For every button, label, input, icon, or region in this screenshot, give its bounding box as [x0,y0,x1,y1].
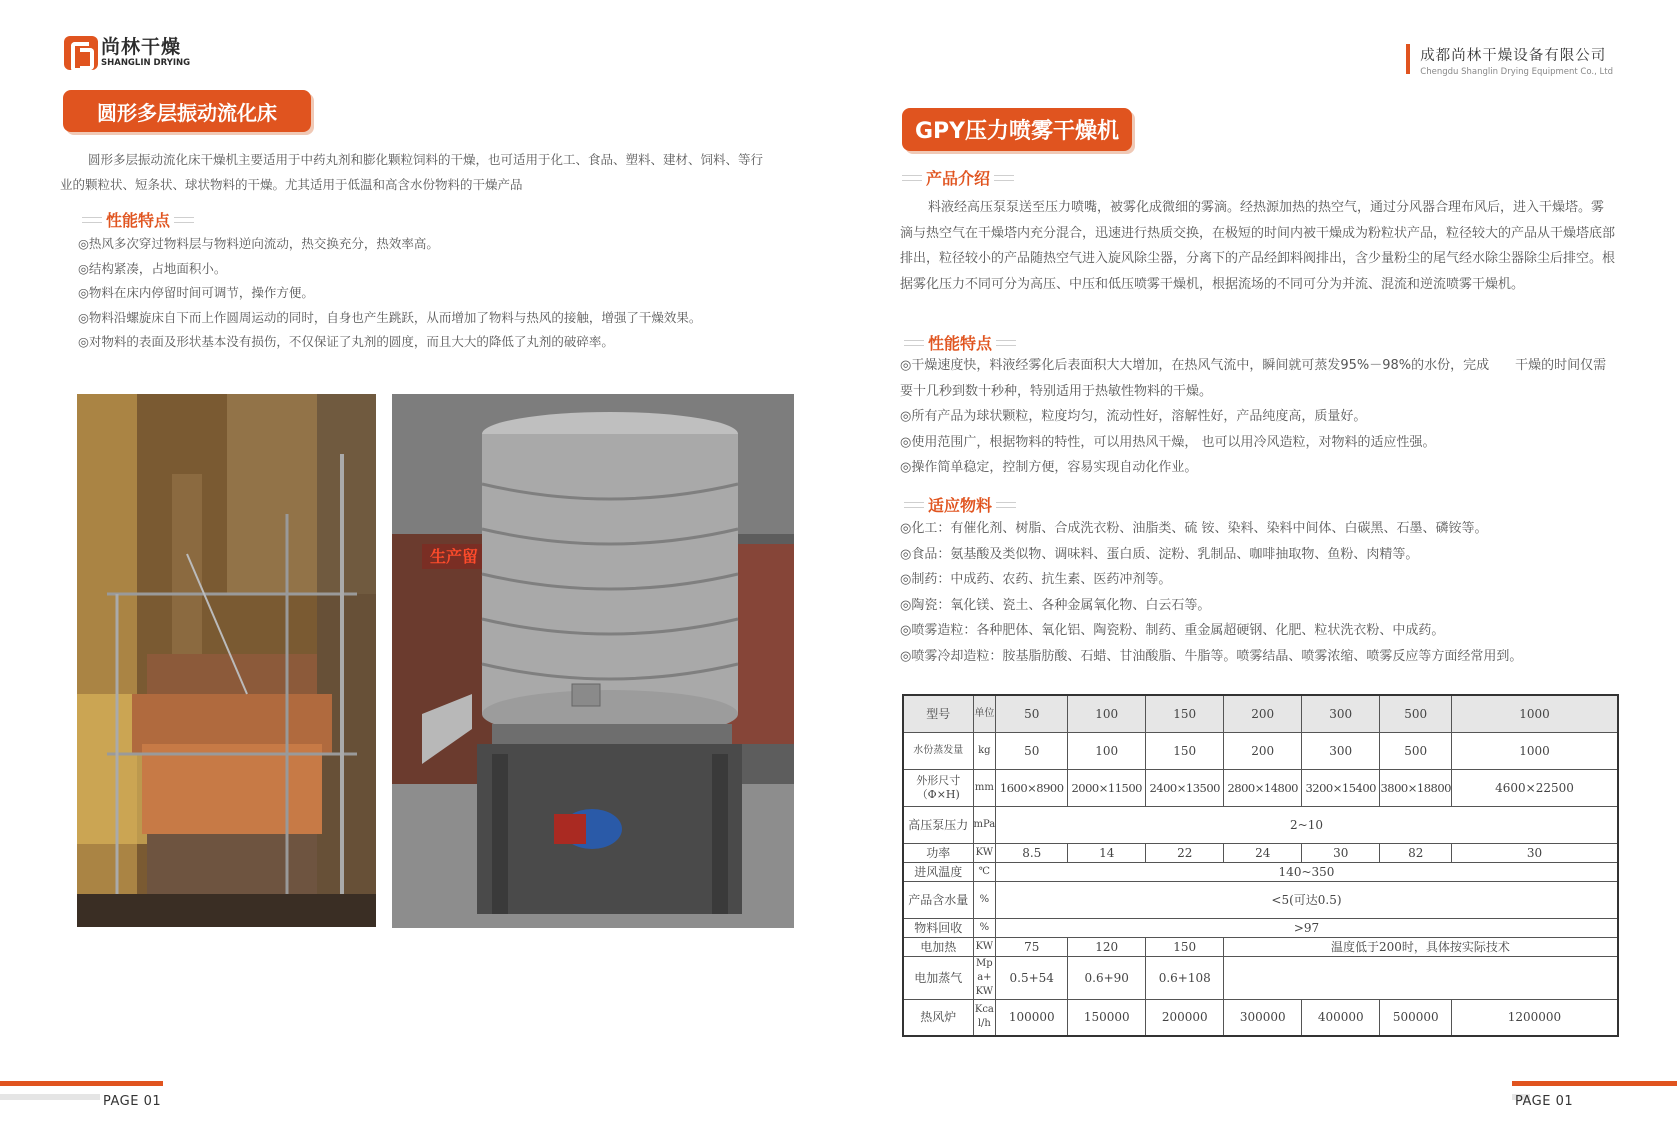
heading-dash-left [902,175,922,181]
right-materials-list [900,516,1612,669]
table-cell: 120 [1068,937,1146,956]
right-features-heading [904,331,1016,354]
table-cell: 物料回收 [903,918,973,937]
page-number-right: PAGE 01 [1515,1094,1574,1109]
right-materials-heading [904,493,1016,516]
left-section-title: 圆形多层振动流化床 [63,90,311,132]
right-intro-heading [902,166,1014,189]
page-number-left: PAGE 01 [103,1094,162,1109]
table-cell: 1600×8900 [996,769,1068,806]
table-cell: 300000 [1224,999,1302,1036]
table-cell [1224,956,1618,999]
table-row [903,769,1618,806]
table-cell: 50 [996,732,1068,769]
table-cell: 82 [1380,843,1452,862]
footer-accent-bar-left [0,1081,163,1086]
list-item: ◎热风多次穿过物料层与物料逆向流动，热交换充分，热效率高。 [78,236,439,251]
table-cell: 水份蒸发量 [903,732,973,769]
heading-dash-right [994,175,1014,181]
table-cell: 0.6+108 [1146,956,1224,999]
table-cell: mPa [973,806,996,843]
table-cell: 100000 [996,999,1068,1036]
table-cell: 产品含水量 [903,881,973,918]
table-cell: mm [973,769,996,806]
table-cell: 温度低于200时，具体按实际技术 [1224,937,1618,956]
logo-cn-text: 尚林干燥 [101,36,182,59]
table-cell: 14 [1068,843,1146,862]
list-item: ◎对物料的表面及形状基本没有损伤，不仅保证了丸剂的圆度，而且大大的降低了丸剂的破碎率。 [78,334,614,349]
heading-dash-left [904,502,924,508]
table-cell: 2000×11500 [1068,769,1146,806]
table-row [903,937,1618,956]
table-cell: 22 [1146,843,1224,862]
table-cell: 500000 [1380,999,1452,1036]
table-cell: 2~10 [996,806,1618,843]
spec-table [902,694,1619,1037]
table-cell: Mpa+KW [973,956,996,999]
table-cell: 150 [1146,732,1224,769]
list-item: ◎物料在床内停留时间可调节，操作方便。 [78,285,314,300]
fluidized-bed-photo [77,394,376,927]
table-cell: 500 [1380,695,1452,732]
list-item: ◎使用范围广，根据物料的特性，可以用热风干燥， 也可以用冷风造粒，对物料的适应性强。 [900,434,1436,450]
list-item: ◎喷雾造粒：各种肥体、氧化铝、陶瓷粉、制药、重金属超硬钢、化肥、粒状洗衣粉、中成药。 [900,623,1445,638]
list-item: ◎制药：中成药、农药、抗生素、医药冲剂等。 [900,572,1172,587]
table-cell: 300 [1302,695,1380,732]
list-item: ◎干燥速度快，料液经雾化后表面积大大增加，在热风气流中，瞬间就可蒸发95%－98%的水份，完成 干燥的时间仅需要十几秒到数十秒种，特别适用于热敏性物料的干燥。 [900,358,1607,399]
table-cell: 3800×18800 [1380,769,1452,806]
heading-dash-right [996,502,1016,508]
company-name-en: Chengdu Shanglin Drying Equipment Co., Ltd [1420,67,1613,77]
list-item: ◎所有产品为球状颗粒，粒度均匀，流动性好，溶解性好，产品纯度高，质量好。 [900,409,1367,424]
list-item: ◎食品：氨基酸及类似物、调味料、蛋白质、淀粉、乳制品、咖啡抽取物、鱼粉、肉精等。 [900,546,1419,562]
table-cell: 140~350 [996,862,1618,881]
table-cell: 100 [1068,695,1146,732]
table-cell: 热风炉 [903,999,973,1036]
table-cell: 0.5+54 [996,956,1068,999]
table-cell: 2400×13500 [1146,769,1224,806]
table-cell: 单位 [973,695,996,732]
table-cell: 1200000 [1452,999,1618,1036]
table-row [903,732,1618,769]
table-cell: 30 [1452,843,1618,862]
table-cell: 0.6+90 [1068,956,1146,999]
table-cell: kg [973,732,996,769]
table-cell: 200000 [1146,999,1224,1036]
table-row [903,843,1618,862]
right-intro-title: 产品介绍 [926,169,991,188]
list-item: ◎陶瓷：氧化镁、瓷土、各种金属氧化物、白云石等。 [900,597,1211,613]
list-item: ◎物料沿螺旋床自下而上作圆周运动的同时，自身也产生跳跃，从而增加了物料与热风的接触，增强了干燥效果。 [78,309,702,325]
table-row [903,918,1618,937]
table-cell: 150 [1146,695,1224,732]
table-cell: 300 [1302,732,1380,769]
footer-accent-bar-right [1512,1081,1677,1086]
heading-dash-right [174,217,194,223]
right-materials-title: 适应物料 [928,496,993,515]
logo-mark-icon [64,36,98,70]
table-cell: 电加热 [903,937,973,956]
table-cell: 功率 [903,843,973,862]
right-features-title: 性能特点 [928,334,993,353]
brand-logo [64,36,190,70]
table-cell: 外形尺寸（Φ×H) [903,769,973,806]
table-cell: Kcal/h [973,999,996,1036]
table-row [903,806,1618,843]
company-name-cn: 成都尚林干燥设备有限公司 [1420,48,1607,64]
table-cell: 1000 [1452,732,1618,769]
table-cell: % [973,881,996,918]
table-cell: 1000 [1452,695,1618,732]
right-features-list [900,353,1612,481]
table-cell: 100 [1068,732,1146,769]
left-features-list [78,232,768,355]
list-item: ◎喷雾冷却造粒：胺基脂肪酸、石蜡、甘油酸脂、牛脂等。喷雾结晶、喷雾浓缩、喷雾反应等方面经常用到。 [900,648,1523,664]
heading-dash-left [904,340,924,346]
list-item: ◎结构紧凑，占地面积小。 [78,260,227,276]
table-cell: 8.5 [996,843,1068,862]
right-section-title: GPY压力喷雾干燥机 [902,108,1132,151]
table-cell: >97 [996,918,1618,937]
table-row [903,695,1618,732]
table-cell: 150 [1146,937,1224,956]
heading-dash-right [996,340,1016,346]
table-cell: 200 [1224,695,1302,732]
logo-en-text: SHANGLIN DRYING [101,58,191,69]
photo-sign-text: 生产留 [430,547,479,566]
vibrating-bed-photo [392,394,794,928]
table-row [903,862,1618,881]
table-cell: % [973,918,996,937]
table-row [903,956,1618,999]
table-cell: 75 [996,937,1068,956]
table-cell: 24 [1224,843,1302,862]
list-item: ◎化工：有催化剂、树脂、合成洗衣粉、油脂类、硫 铵、染料、染料中间体、白碳黑、石墨、磷铵等。 [900,521,1488,536]
table-cell: 进风温度 [903,862,973,881]
table-cell: ℃ [973,862,996,881]
table-cell: <5(可达0.5) [996,881,1618,918]
left-features-title: 性能特点 [106,211,171,230]
table-cell: 电加蒸气 [903,956,973,999]
company-accent-bar [1406,44,1410,74]
left-intro-paragraph: 圆形多层振动流化床干燥机主要适用于中药丸剂和膨化颗粒饲料的干燥，也可适用于化工、食品、塑料、建材、饲料、等行业的颗粒状、短条状、球状物料的干燥。尤其适用于低温和高含水份物料的干燥产品 [60,152,764,192]
table-cell: KW [973,937,996,956]
table-row [903,881,1618,918]
table-cell: 型号 [903,695,973,732]
heading-dash-left [82,217,102,223]
table-cell: 500 [1380,732,1452,769]
table-cell: 400000 [1302,999,1380,1036]
table-cell: 200 [1224,732,1302,769]
table-cell: 50 [996,695,1068,732]
table-cell: 3200×15400 [1302,769,1380,806]
list-item: ◎操作简单稳定，控制方便，容易实现自动化作业。 [900,460,1198,475]
table-cell: 30 [1302,843,1380,862]
left-features-heading [82,208,194,231]
table-cell: KW [973,843,996,862]
table-row [903,999,1618,1036]
right-intro-paragraph: 料液经高压泵泵送至压力喷嘴，被雾化成微细的雾滴。经热源加热的热空气，通过分风器合理布风后，进入干燥塔。雾滴与热空气在干燥塔内充分混合，迅速进行热质交换，在极短的时间内被干燥成为粉粒状产品，粒径较大的产品从干燥塔底部排出，粒径较小的产品随热空气进入旋风除尘器，分离下的产品经卸料阀排出，含少量粉尘的尾气经水除尘器除尘后排空。根据雾化压力不同可分为高压、中压和低压喷雾干燥机，根据流场的不同可分为并流、混流和逆流喷雾干燥机。 [900,200,1616,292]
company-block [1406,44,1613,77]
table-cell: 高压泵压力 [903,806,973,843]
table-cell: 150000 [1068,999,1146,1036]
table-cell: 2800×14800 [1224,769,1302,806]
table-cell: 4600×22500 [1452,769,1618,806]
footer-rule-left [0,1094,100,1100]
